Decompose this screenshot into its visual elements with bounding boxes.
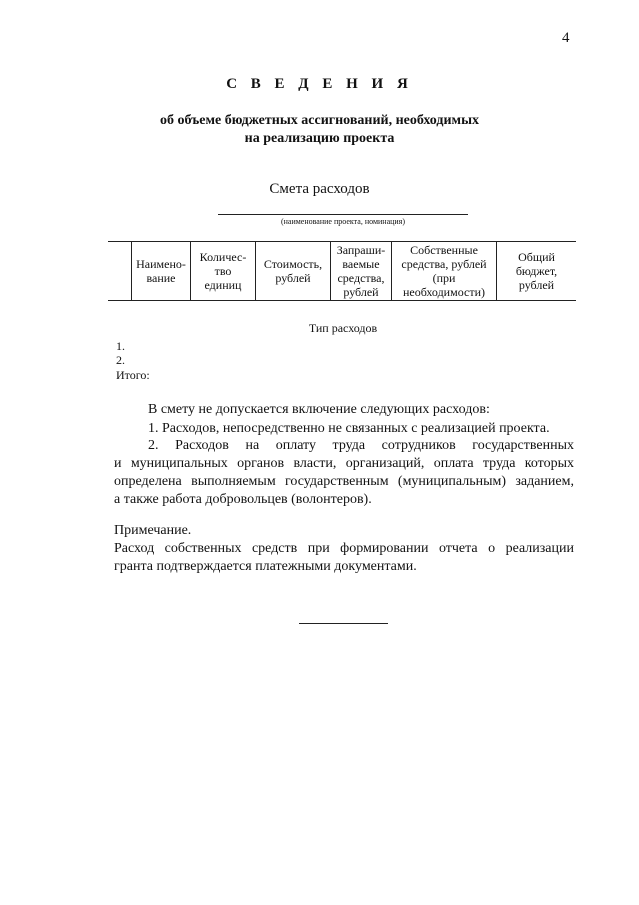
budget-table bbox=[108, 241, 576, 301]
note-line-1: Расход собственных средств при формировании отчета о реализации bbox=[114, 541, 574, 556]
budget-table-header-row bbox=[108, 242, 576, 301]
column-name: Наимено- вание bbox=[132, 242, 191, 301]
exclusion-item-1: 1. Расходов, непосредственно не связанных с реализацией проекта. bbox=[148, 421, 550, 436]
subtitle-line-1: об объеме бюджетных ассигнований, необходимых bbox=[159, 113, 480, 128]
list-item: 2. bbox=[116, 353, 125, 367]
closing-rule bbox=[299, 623, 388, 624]
document-title: С В Е Д Е Н И Я bbox=[226, 76, 413, 92]
document-subtitle bbox=[0, 112, 639, 148]
exclusion-item-2-line-1: 2. Расходов на оплату труда сотрудников государственных bbox=[148, 438, 574, 453]
project-name-line bbox=[218, 214, 468, 215]
column-requested-funds: Запраши- ваемые средства, рублей bbox=[331, 242, 392, 301]
expense-type-label: Тип расходов bbox=[308, 321, 378, 335]
note-line-2: гранта подтверждается платежными документами. bbox=[114, 559, 417, 574]
column-quantity: Количес- тво единиц bbox=[191, 242, 256, 301]
exclusions-intro: В смету не допускается включение следующих расходов: bbox=[148, 402, 490, 417]
subtitle-line-2: на реализацию проекта bbox=[244, 131, 395, 146]
estimate-title: Смета расходов bbox=[269, 181, 370, 197]
column-cost: Стоимость, рублей bbox=[256, 242, 331, 301]
column-blank bbox=[108, 242, 132, 301]
exclusion-item-2-line-3: определена выполняемым государственным (муниципальным) заданием, bbox=[114, 474, 574, 489]
column-total-budget: Общий бюджет, рублей bbox=[497, 242, 577, 301]
list-item: 1. bbox=[116, 339, 125, 353]
note-heading: Примечание. bbox=[114, 523, 192, 538]
exclusion-item-2-line-2: и муниципальных органов власти, организаций, оплата труда которых bbox=[114, 456, 574, 471]
project-name-hint: (наименование проекта, номинация) bbox=[280, 217, 406, 226]
page-number: 4 bbox=[562, 30, 570, 46]
exclusion-item-2-line-4: а также работа добровольцев (волонтеров). bbox=[114, 492, 372, 507]
total-label: Итого: bbox=[116, 368, 150, 382]
column-own-funds: Собственные средства, рублей (при необходимости) bbox=[392, 242, 497, 301]
